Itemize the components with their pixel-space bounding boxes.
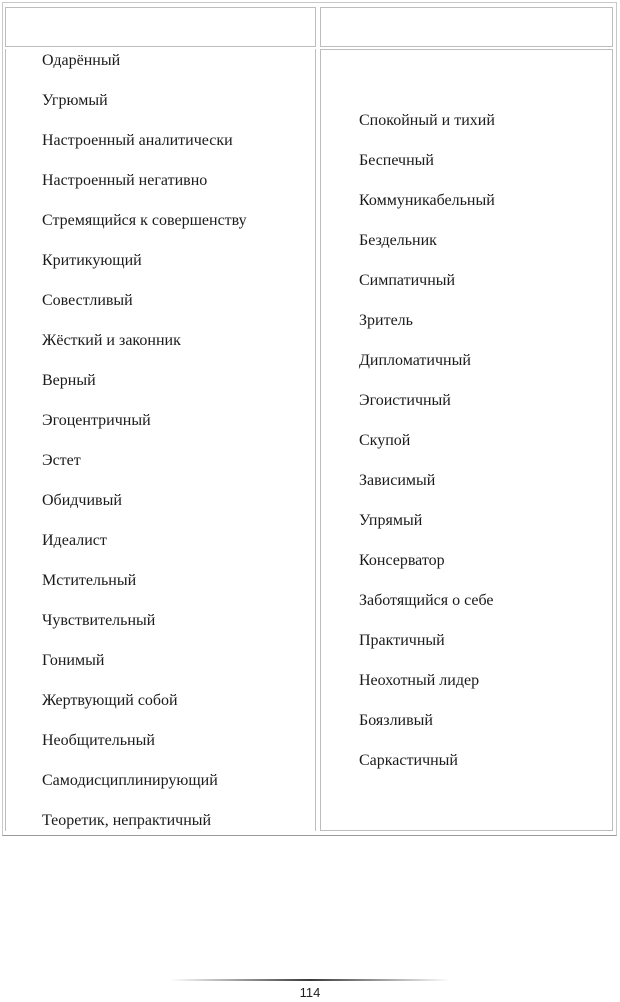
list-item: Одарённый: [42, 52, 121, 69]
trait-list-left: [42, 51, 247, 851]
list-item: Саркастичный: [359, 752, 458, 769]
list-item: Необщительный: [42, 732, 155, 749]
list-item: Настроенный аналитически: [42, 132, 233, 149]
list-item: Идеалист: [42, 532, 107, 549]
list-item: Неохотный лидер: [359, 672, 480, 689]
list-item: Зависимый: [359, 472, 436, 489]
list-item: Консерватор: [359, 552, 445, 569]
list-item: Обидчивый: [42, 492, 122, 509]
list-item: Эгоцентричный: [42, 412, 151, 429]
list-item: Верный: [42, 372, 96, 389]
list-item: Жёсткий и законник: [42, 332, 181, 349]
list-item: Практичный: [359, 632, 445, 649]
list-item: Дипломатичный: [359, 352, 471, 369]
table-header-left: [5, 7, 316, 47]
list-item: Спокойный и тихий: [359, 112, 495, 129]
list-item: Мстительный: [42, 572, 137, 589]
list-item: Настроенный негативно: [42, 172, 208, 189]
trait-list-right: [359, 111, 495, 791]
list-item: Теоретик, непрактичный: [42, 812, 212, 829]
list-item: Коммуникабельный: [359, 192, 495, 209]
list-item: Чувствительный: [42, 612, 156, 629]
list-item: Симпатичный: [359, 272, 456, 289]
list-item: Критикующий: [42, 252, 142, 269]
list-item: Упрямый: [359, 512, 423, 529]
list-item: Самодисциплинирующий: [42, 772, 218, 789]
footer-divider: [170, 979, 450, 981]
list-item: Гонимый: [42, 652, 105, 669]
list-item: Беспечный: [359, 152, 434, 169]
list-item: Угрюмый: [42, 92, 108, 109]
list-item: Совестливый: [42, 292, 133, 309]
list-item: Жертвующий собой: [42, 692, 178, 709]
list-item: Стремящийся к совершенству: [42, 212, 247, 229]
list-item: Скупой: [359, 432, 411, 449]
list-item: Боязливый: [359, 712, 433, 729]
list-item: Зритель: [359, 312, 413, 329]
list-item: Заботящийся о себе: [359, 592, 494, 609]
page-number: 114: [299, 985, 321, 1000]
list-item: Эгоистичный: [359, 392, 451, 409]
list-item: Эстет: [42, 452, 81, 469]
list-item: Бездельник: [359, 232, 437, 249]
table-header-right: [320, 7, 613, 47]
